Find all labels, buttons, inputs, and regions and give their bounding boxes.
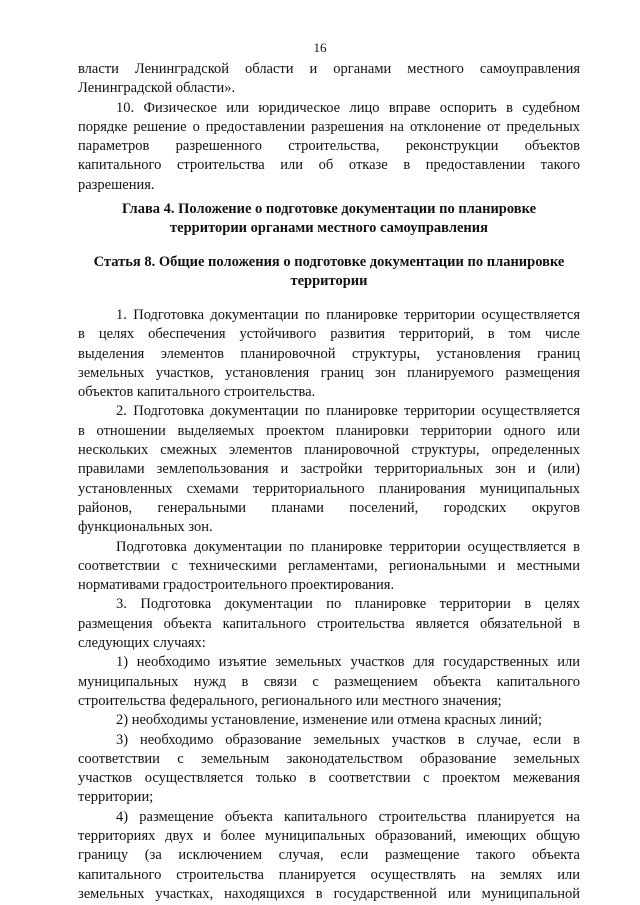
text-line: соответствии с техническими регламентами, региональными и местными [78,557,580,574]
text-line: разрешения. [78,176,155,193]
text-line: территории; [78,789,154,806]
text-line: 3. Подготовка документации по планировке территории в целях [116,596,580,613]
text-line: муниципальных нужд в связи с размещением объекта капитального [78,673,580,690]
text-line: Ленинградской области». [78,80,236,97]
text-line: районов, генеральными планами поселений, городских округов [78,499,580,516]
article-heading-line: Статья 8. Общие положения о подготовке документации по планировке [93,254,565,270]
text-line: соответствии с земельным законодательством образование земельных [78,750,580,767]
text-line: нескольких смежных элементов планировочной структуры, определенных [78,442,580,459]
text-line: установленных схемами территориального планирования муниципальных [78,480,580,497]
chapter-heading-line: территории органами местного самоуправления [170,220,488,237]
text-line: выделения элементов планировочной структуры, установления границ [78,345,580,362]
chapter-heading [78,200,580,239]
text-line: 1. Подготовка документации по планировке территории осуществляется [116,307,580,323]
page-number: 16 [313,40,327,55]
text-line: участков осуществляется только в соответствии с проектом межевания [78,770,580,787]
text-line: границу (за исключением случая, если размещение такого объекта [78,847,580,864]
text-line: капитального строительства планируется осуществлять на землях или [78,866,580,883]
text-line: территориях двух и более муниципальных образований, имеющих общую [78,828,580,845]
text-line: объектов капитального строительства. [78,384,316,401]
text-line: параметров разрешенного строительства, реконструкции объектов [78,138,580,155]
text-line: 3) необходимо образование земельных участков в случае, если в [116,731,580,748]
text-line: правилами землепользования и застройки территориальных зон и (или) [78,461,580,478]
text-line: Подготовка документации по планировке территории осуществляется в [116,538,580,555]
text-line: нормативами градостроительного проектирования. [78,577,395,594]
text-line: капитального строительства или об отказе в предоставлении такого [78,157,580,174]
article-heading [78,253,580,292]
article-body [78,306,580,904]
text-line: земельных участков, установления границ зон планируемого размещения [78,364,580,381]
text-line: 2) необходимы установление, изменение или отмена красных линий; [116,712,543,729]
top-paragraphs [78,60,580,195]
chapter-heading-line: Глава 4. Положение о подготовке документации по планировке [121,201,537,217]
text-line: земельных участках, находящихся в государственной или муниципальной [78,885,580,902]
text-line: 10. Физическое или юридическое лицо вправе оспорить в судебном [116,99,580,116]
text-line: в целях обеспечения устойчивого развития территорий, в том числе [78,326,580,343]
text-line: следующих случаях: [78,635,206,652]
text-line: 4) размещение объекта капитального строительства планируется на [116,808,580,825]
text-line: строительства федерального, регионального или местного значения; [78,692,502,709]
text-line: власти Ленинградской области и органами местного самоуправления [78,61,580,77]
text-line: порядке решение о предоставлении разрешения на отклонение от предельных [78,118,580,135]
article-heading-line: территории [290,273,368,290]
text-line: 1) необходимо изъятие земельных участков для государственных или [116,654,580,671]
text-line: 2. Подготовка документации по планировке территории осуществляется [116,403,580,420]
text-line: размещения объекта капитального строительства является обязательной в [78,615,580,632]
text-line: функциональных зон. [78,519,213,536]
text-line: в отношении выделяемых проектом планировки территории одного или [78,422,580,439]
